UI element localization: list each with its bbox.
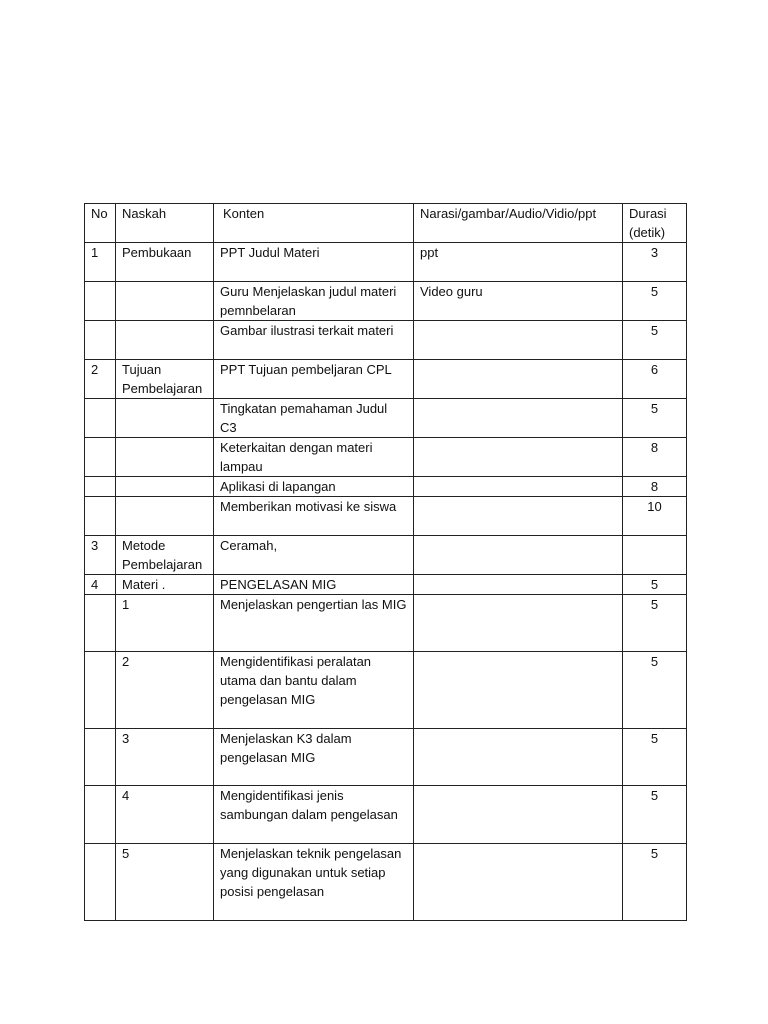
- cell-konten: Mengidentifikasi peralatan utama dan bantu dalam pengelasan MIG: [214, 652, 414, 729]
- cell-narasi: [414, 438, 623, 477]
- table-row: [85, 243, 687, 282]
- cell-narasi: [414, 536, 623, 575]
- cell-konten: Memberikan motivasi ke siswa: [214, 497, 414, 536]
- cell-naskah: 1: [116, 595, 214, 652]
- cell-narasi: [414, 786, 623, 844]
- cell-konten: Keterkaitan dengan materi lampau: [214, 438, 414, 477]
- cell-narasi: [414, 844, 623, 921]
- table-header-row: [85, 204, 687, 243]
- cell-no: [85, 595, 116, 652]
- cell-konten: PENGELASAN MIG: [214, 575, 414, 595]
- cell-durasi: 5: [623, 844, 687, 921]
- cell-naskah: Tujuan Pembelajaran: [116, 360, 214, 399]
- table-row: [85, 575, 687, 595]
- cell-no: 2: [85, 360, 116, 399]
- cell-no: [85, 282, 116, 321]
- cell-narasi: ppt: [414, 243, 623, 282]
- cell-no: [85, 497, 116, 536]
- table-row: [85, 360, 687, 399]
- cell-naskah: [116, 399, 214, 438]
- cell-narasi: [414, 477, 623, 497]
- table-row: [85, 844, 687, 921]
- cell-no: [85, 729, 116, 786]
- table-row: [85, 282, 687, 321]
- cell-narasi: [414, 652, 623, 729]
- cell-naskah: [116, 477, 214, 497]
- cell-narasi: Video guru: [414, 282, 623, 321]
- cell-durasi: 5: [623, 595, 687, 652]
- cell-naskah: [116, 282, 214, 321]
- cell-no: 4: [85, 575, 116, 595]
- cell-narasi: [414, 729, 623, 786]
- script-table: [84, 203, 687, 921]
- cell-naskah: Pembukaan: [116, 243, 214, 282]
- cell-konten: PPT Judul Materi: [214, 243, 414, 282]
- table-row: [85, 321, 687, 360]
- cell-naskah: [116, 438, 214, 477]
- cell-durasi: 5: [623, 786, 687, 844]
- cell-naskah: [116, 321, 214, 360]
- header-durasi: Durasi (detik): [623, 204, 687, 243]
- header-naskah: Naskah: [116, 204, 214, 243]
- table-row: [85, 786, 687, 844]
- cell-narasi: [414, 399, 623, 438]
- table-row: [85, 438, 687, 477]
- cell-konten: Ceramah,: [214, 536, 414, 575]
- header-narasi: Narasi/gambar/Audio/Vidio/ppt: [414, 204, 623, 243]
- cell-narasi: [414, 321, 623, 360]
- cell-konten: Tingkatan pemahaman Judul C3: [214, 399, 414, 438]
- cell-narasi: [414, 497, 623, 536]
- cell-konten: PPT Tujuan pembeljaran CPL: [214, 360, 414, 399]
- cell-no: [85, 786, 116, 844]
- cell-durasi: 5: [623, 321, 687, 360]
- table-row: [85, 497, 687, 536]
- header-no: No: [85, 204, 116, 243]
- cell-durasi: 3: [623, 243, 687, 282]
- cell-no: [85, 438, 116, 477]
- cell-durasi: [623, 536, 687, 575]
- table-row: [85, 399, 687, 438]
- cell-naskah: [116, 497, 214, 536]
- table-row: [85, 536, 687, 575]
- table-row: [85, 729, 687, 786]
- cell-no: [85, 477, 116, 497]
- cell-no: [85, 399, 116, 438]
- cell-narasi: [414, 595, 623, 652]
- table-row: [85, 652, 687, 729]
- cell-narasi: [414, 575, 623, 595]
- cell-no: 3: [85, 536, 116, 575]
- table-row: [85, 595, 687, 652]
- cell-konten: Mengidentifikasi jenis sambungan dalam pengelasan: [214, 786, 414, 844]
- cell-no: [85, 844, 116, 921]
- cell-no: [85, 321, 116, 360]
- cell-konten: Menjelaskan K3 dalam pengelasan MIG: [214, 729, 414, 786]
- cell-durasi: 5: [623, 282, 687, 321]
- cell-durasi: 5: [623, 399, 687, 438]
- cell-naskah: 4: [116, 786, 214, 844]
- cell-no: 1: [85, 243, 116, 282]
- cell-durasi: 6: [623, 360, 687, 399]
- cell-konten: Menjelaskan pengertian las MIG: [214, 595, 414, 652]
- cell-naskah: 3: [116, 729, 214, 786]
- cell-naskah: 2: [116, 652, 214, 729]
- cell-no: [85, 652, 116, 729]
- cell-durasi: 5: [623, 652, 687, 729]
- cell-konten: Aplikasi di lapangan: [214, 477, 414, 497]
- cell-durasi: 5: [623, 729, 687, 786]
- cell-durasi: 8: [623, 438, 687, 477]
- cell-konten: Gambar ilustrasi terkait materi: [214, 321, 414, 360]
- cell-konten: Menjelaskan teknik pengelasan yang digunakan untuk setiap posisi pengelasan: [214, 844, 414, 921]
- cell-durasi: 10: [623, 497, 687, 536]
- cell-naskah: Metode Pembelajaran: [116, 536, 214, 575]
- header-konten: Konten: [214, 204, 414, 243]
- cell-durasi: 5: [623, 575, 687, 595]
- cell-konten: Guru Menjelaskan judul materi pemnbelaran: [214, 282, 414, 321]
- cell-naskah: Materi .: [116, 575, 214, 595]
- cell-durasi: 8: [623, 477, 687, 497]
- cell-narasi: [414, 360, 623, 399]
- table-row: [85, 477, 687, 497]
- cell-naskah: 5: [116, 844, 214, 921]
